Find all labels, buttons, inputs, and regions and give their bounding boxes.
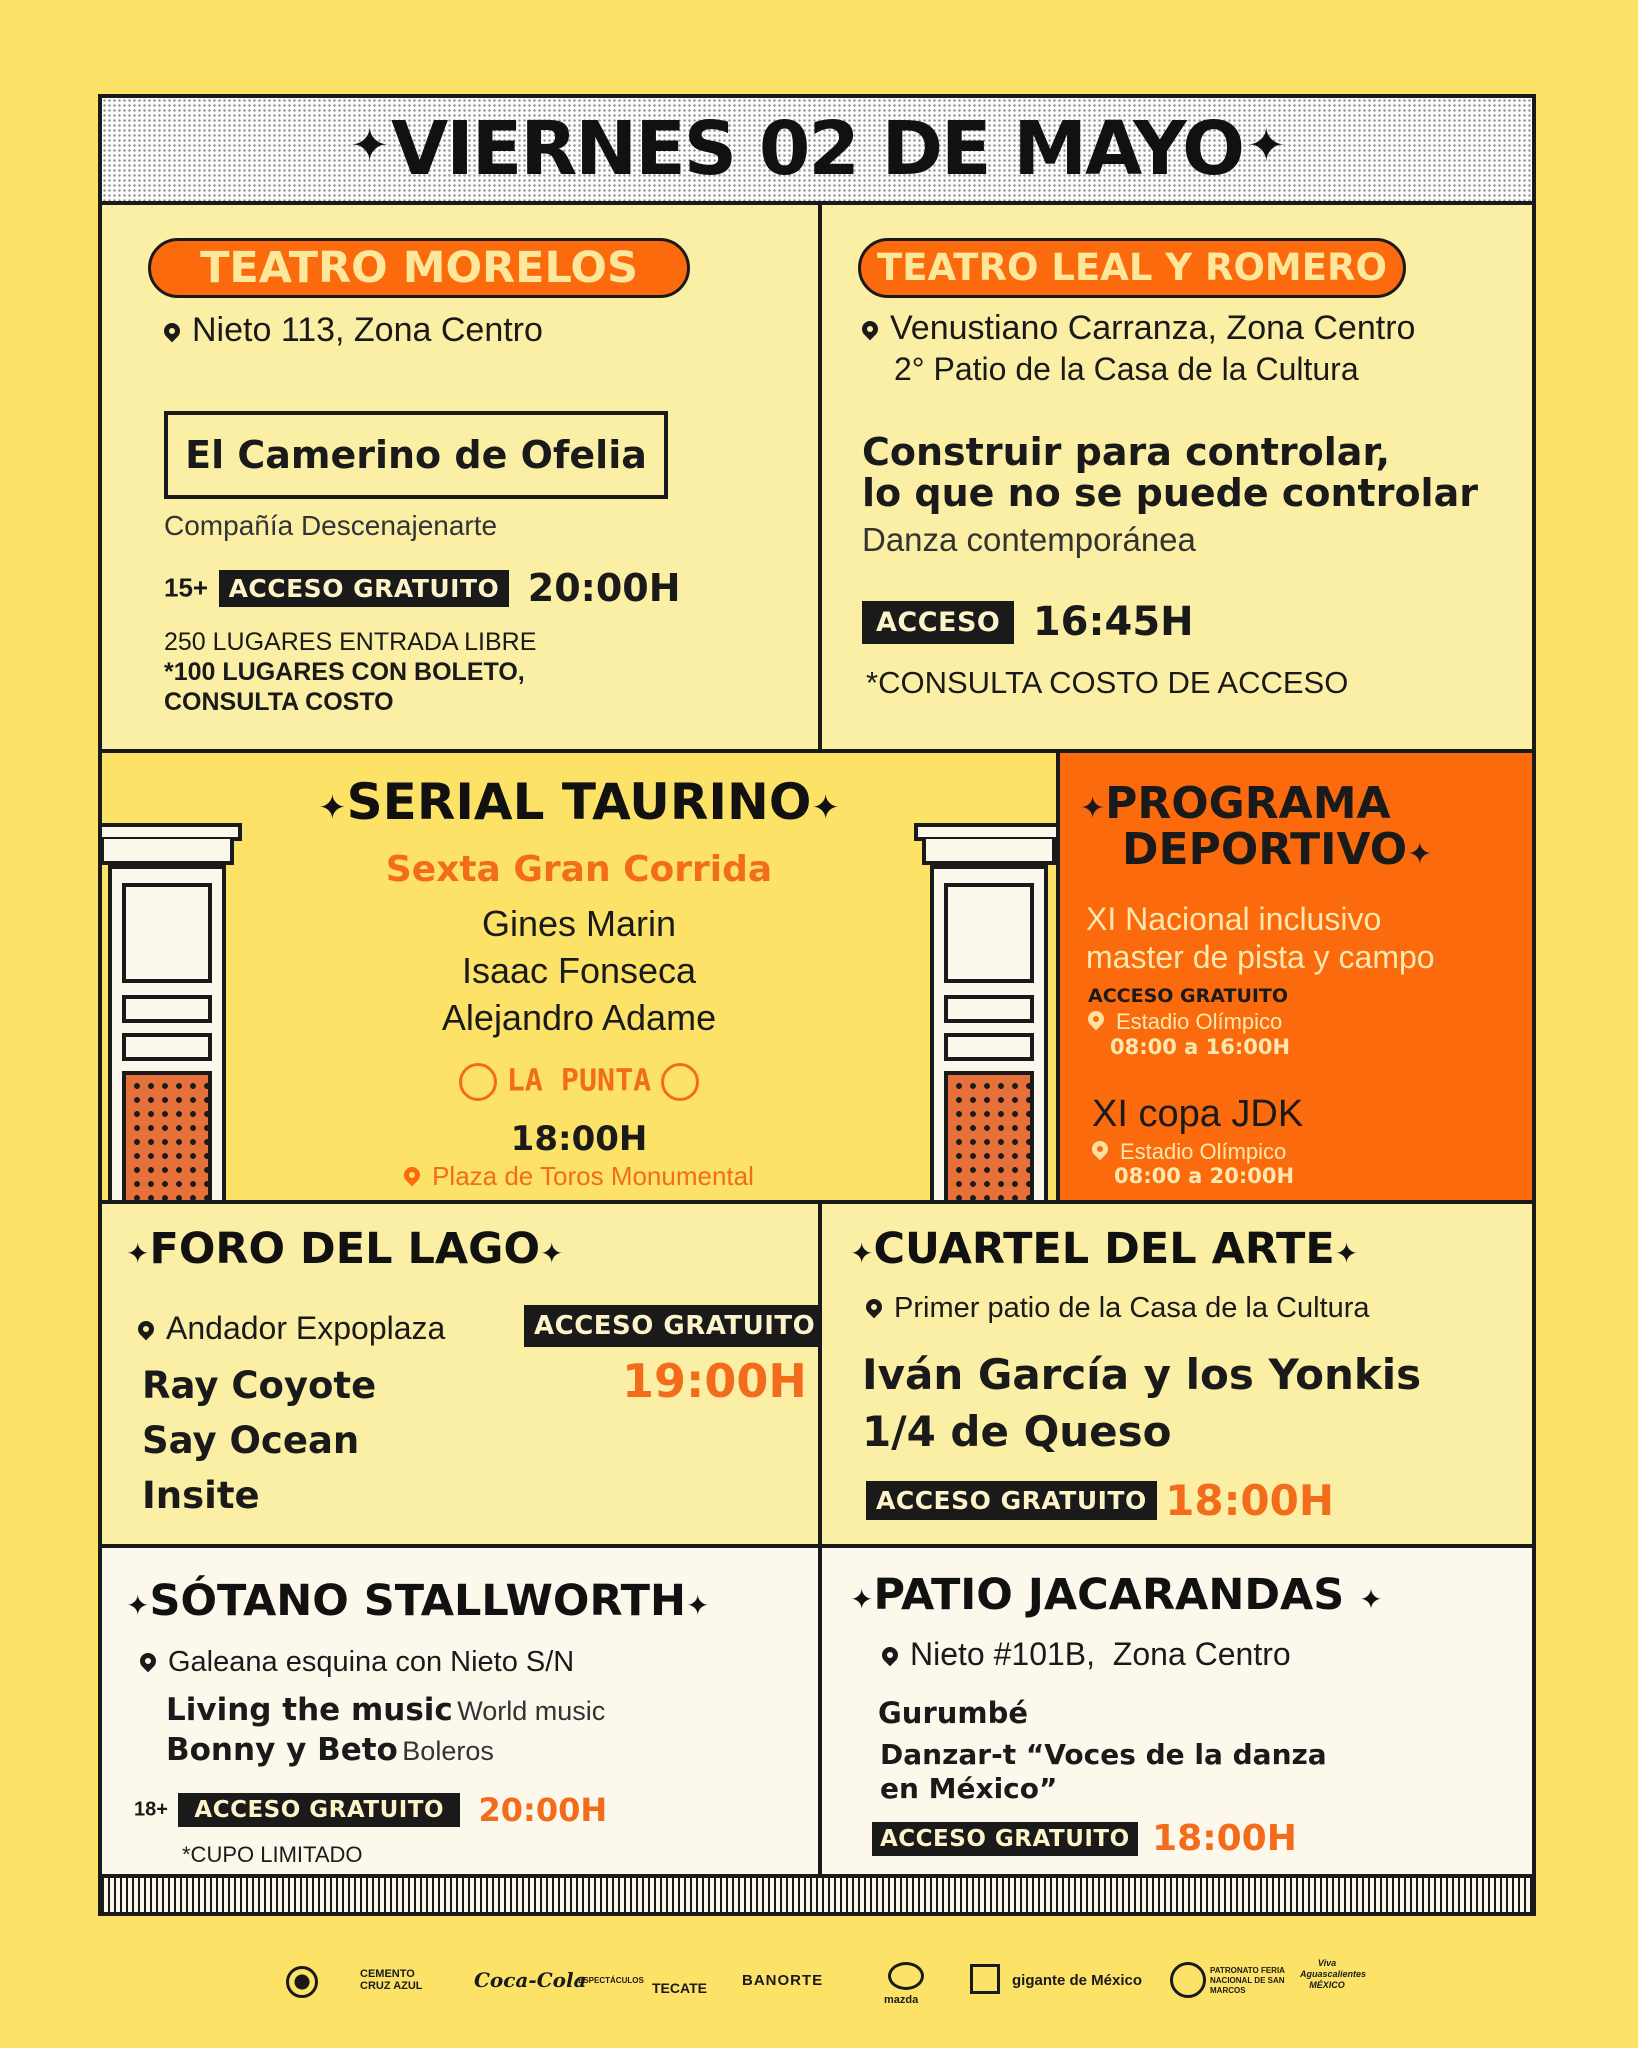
event-time: 18:00H xyxy=(1152,1818,1297,1859)
sparkle-icon: ✦ xyxy=(850,1583,874,1616)
artist-row xyxy=(166,1732,494,1768)
location-pin-icon xyxy=(137,1650,160,1673)
access-row xyxy=(872,1818,1297,1859)
sparkle-icon: ✦ xyxy=(685,1589,710,1622)
music-genre: World music xyxy=(457,1696,606,1726)
teatro-morelos-section xyxy=(102,205,818,749)
show-title: Construir para controlar, xyxy=(862,430,1391,474)
artist-row xyxy=(166,1692,605,1728)
sparkle-icon: ✦ xyxy=(1407,837,1433,872)
event-note: CONSULTA COSTO xyxy=(164,688,394,716)
event-note: 250 LUGARES ENTRADA LIBRE xyxy=(164,628,537,656)
event-time: 20:00H xyxy=(527,566,681,610)
sparkle-icon: ✦ xyxy=(126,1237,150,1270)
location-pin-icon xyxy=(1085,1008,1108,1031)
footer-stripe xyxy=(102,1878,1532,1912)
music-genre: Boleros xyxy=(402,1736,494,1766)
location-pin-icon xyxy=(161,320,184,343)
bullfighter-name: Gines Marin xyxy=(481,903,677,944)
company-name: Compañía Descenajenarte xyxy=(164,510,498,541)
artist-name: Iván García y los Yonkis xyxy=(862,1350,1422,1399)
sport-event-title: XI Nacional inclusivo xyxy=(1086,901,1382,937)
bullfighter-name: Alejandro Adame xyxy=(441,997,717,1038)
page-title: ✦VIERNES 02 DE MAYO✦ xyxy=(350,106,1284,192)
ranch-emblem-icon xyxy=(661,1063,699,1101)
sponsor-logo: Viva Aguascalientes MÉXICO xyxy=(1300,1958,1367,1990)
sparkle-icon: ✦ xyxy=(1334,1237,1359,1270)
event-place: Estadio Olímpico xyxy=(1088,1009,1282,1035)
cuartel-del-arte-section xyxy=(822,1204,1532,1544)
show-title: lo que no se puede controlar xyxy=(862,471,1478,515)
artist-name: Say Ocean xyxy=(142,1419,360,1462)
ranch-emblem-icon xyxy=(459,1063,497,1101)
event-note: *CONSULTA COSTO DE ACCESO xyxy=(866,665,1349,700)
bullfighter-name: Isaac Fonseca xyxy=(461,950,697,991)
section-title: ✦SÓTANO STALLWORTH✦ xyxy=(126,1576,710,1626)
programa-deportivo-section xyxy=(1060,753,1532,1200)
venue-badge: TEATRO LEAL Y ROMERO xyxy=(858,238,1406,298)
event-place: Estadio Olímpico xyxy=(1092,1139,1286,1165)
event-time: 08:00 a 20:00H xyxy=(1114,1164,1295,1188)
venue-address: Primer patio de la Casa de la Cultura xyxy=(866,1292,1370,1325)
artist-name: Danzar-t “Voces de la danza xyxy=(880,1738,1327,1771)
event-note: *100 LUGARES CON BOLETO, xyxy=(164,658,525,686)
sponsor-logo: Coca-Cola xyxy=(474,1968,587,1992)
sport-event-title: master de pista y campo xyxy=(1086,939,1435,975)
sotano-stallworth-section xyxy=(102,1548,818,1874)
access-row xyxy=(134,1791,607,1829)
sparkle-icon: ✦ xyxy=(811,788,840,828)
sponsor-logo: PATRONATO FERIA NACIONAL DE SAN MARCOS xyxy=(1210,1966,1285,1995)
access-row xyxy=(866,1476,1334,1525)
venue-address-line2: 2° Patio de la Casa de la Cultura xyxy=(894,351,1359,387)
sparkle-icon: ✦ xyxy=(350,118,387,173)
section-title: ✦FORO DEL LAGO✦ xyxy=(126,1224,564,1274)
location-pin-icon xyxy=(135,1318,158,1341)
sponsor-logo: TECATE xyxy=(652,1980,707,1996)
access-badge: ACCESO GRATUITO xyxy=(872,1822,1138,1856)
event-time: 18:00H xyxy=(510,1119,648,1159)
event-place: Plaza de Toros Monumental xyxy=(102,1161,1056,1192)
location-pin-icon xyxy=(1089,1138,1112,1161)
patio-jacarandas-section xyxy=(822,1548,1532,1874)
access-badge: ACCESO xyxy=(862,601,1014,644)
sparkle-icon: ✦ xyxy=(540,1237,564,1270)
venue-address: Nieto #101B, Zona Centro xyxy=(882,1636,1291,1673)
header-banner xyxy=(102,98,1532,201)
ranch-logo: LA PUNTA xyxy=(102,1063,1056,1101)
venue-address: Nieto 113, Zona Centro xyxy=(164,311,543,350)
artist-name: 1/4 de Queso xyxy=(862,1407,1172,1456)
government-seal-icon xyxy=(286,1966,318,1998)
sponsor-logo: ESPECTÁCULOS xyxy=(578,1976,644,1985)
artist-name: Bonny y Beto xyxy=(166,1732,398,1768)
section-title: ✦PATIO JACARANDAS ✦ xyxy=(850,1570,1383,1620)
mazda-emblem-icon xyxy=(888,1962,924,1990)
artist-name: Ray Coyote xyxy=(142,1364,377,1407)
sparkle-icon: ✦ xyxy=(126,1589,150,1622)
artist-name: Living the music xyxy=(166,1692,453,1728)
sponsor-logo: mazda xyxy=(884,1994,919,2006)
access-row xyxy=(862,599,1194,645)
event-time: 18:00H xyxy=(1165,1476,1335,1525)
section-title: ✦SERIAL TAURINO✦ xyxy=(318,773,840,831)
access-badge: ACCESO GRATUITO xyxy=(524,1305,818,1347)
location-pin-icon xyxy=(879,1644,902,1667)
artist-name: Gurumbé xyxy=(878,1696,1029,1730)
venue-address: Venustiano Carranza, Zona Centro xyxy=(862,309,1415,348)
event-note: *CUPO LIMITADO xyxy=(182,1842,363,1867)
sponsor-logo: BANORTE xyxy=(742,1972,824,1989)
age-rating: 15+ xyxy=(164,572,209,603)
show-genre: Danza contemporánea xyxy=(862,521,1196,558)
show-title-box: El Camerino de Ofelia xyxy=(164,411,668,499)
sponsor-logo: gigante de México xyxy=(1012,1972,1143,1989)
event-time: 19:00H xyxy=(622,1354,807,1408)
location-pin-icon xyxy=(859,318,882,341)
venue-address: Andador Expoplaza xyxy=(138,1310,445,1347)
event-time: 16:45H xyxy=(1032,599,1194,645)
section-title: ✦PROGRAMA xyxy=(1080,778,1391,829)
patronato-emblem-icon xyxy=(1170,1962,1206,1998)
artist-name: Insite xyxy=(142,1474,260,1517)
serial-taurino-section xyxy=(102,753,1056,1200)
program-frame xyxy=(98,94,1536,1916)
sport-event-title: XI copa JDK xyxy=(1092,1093,1304,1135)
sparkle-icon: ✦ xyxy=(1359,1583,1383,1616)
foro-del-lago-section xyxy=(102,1204,818,1544)
sparkle-icon: ✦ xyxy=(318,788,347,828)
event-time: 20:00H xyxy=(478,1791,608,1829)
access-row xyxy=(164,566,681,610)
venue-badge: TEATRO MORELOS xyxy=(148,238,690,298)
section-title: DEPORTIVO✦ xyxy=(1122,824,1433,875)
sponsor-logo: CEMENTO CRUZ AZUL xyxy=(360,1968,423,1992)
sparkle-icon: ✦ xyxy=(1247,118,1284,173)
teatro-leal-section xyxy=(822,205,1532,749)
gigante-emblem-icon xyxy=(970,1964,1000,1994)
access-badge: ACCESO GRATUITO xyxy=(178,1793,460,1827)
event-subtitle: Sexta Gran Corrida xyxy=(385,849,773,890)
access-badge: ACCESO GRATUITO xyxy=(866,1481,1157,1520)
access-label: ACCESO GRATUITO xyxy=(1088,985,1289,1007)
access-badge: ACCESO GRATUITO xyxy=(219,570,510,607)
artist-name: en México” xyxy=(880,1772,1058,1805)
sparkle-icon: ✦ xyxy=(850,1237,874,1270)
location-pin-icon xyxy=(863,1296,886,1319)
sparkle-icon: ✦ xyxy=(1080,791,1106,826)
age-rating: 18+ xyxy=(134,1798,168,1821)
venue-address: Galeana esquina con Nieto S/N xyxy=(140,1646,574,1679)
section-title: ✦CUARTEL DEL ARTE✦ xyxy=(850,1224,1359,1274)
event-time: 08:00 a 16:00H xyxy=(1110,1035,1291,1059)
location-pin-icon xyxy=(401,1164,424,1187)
